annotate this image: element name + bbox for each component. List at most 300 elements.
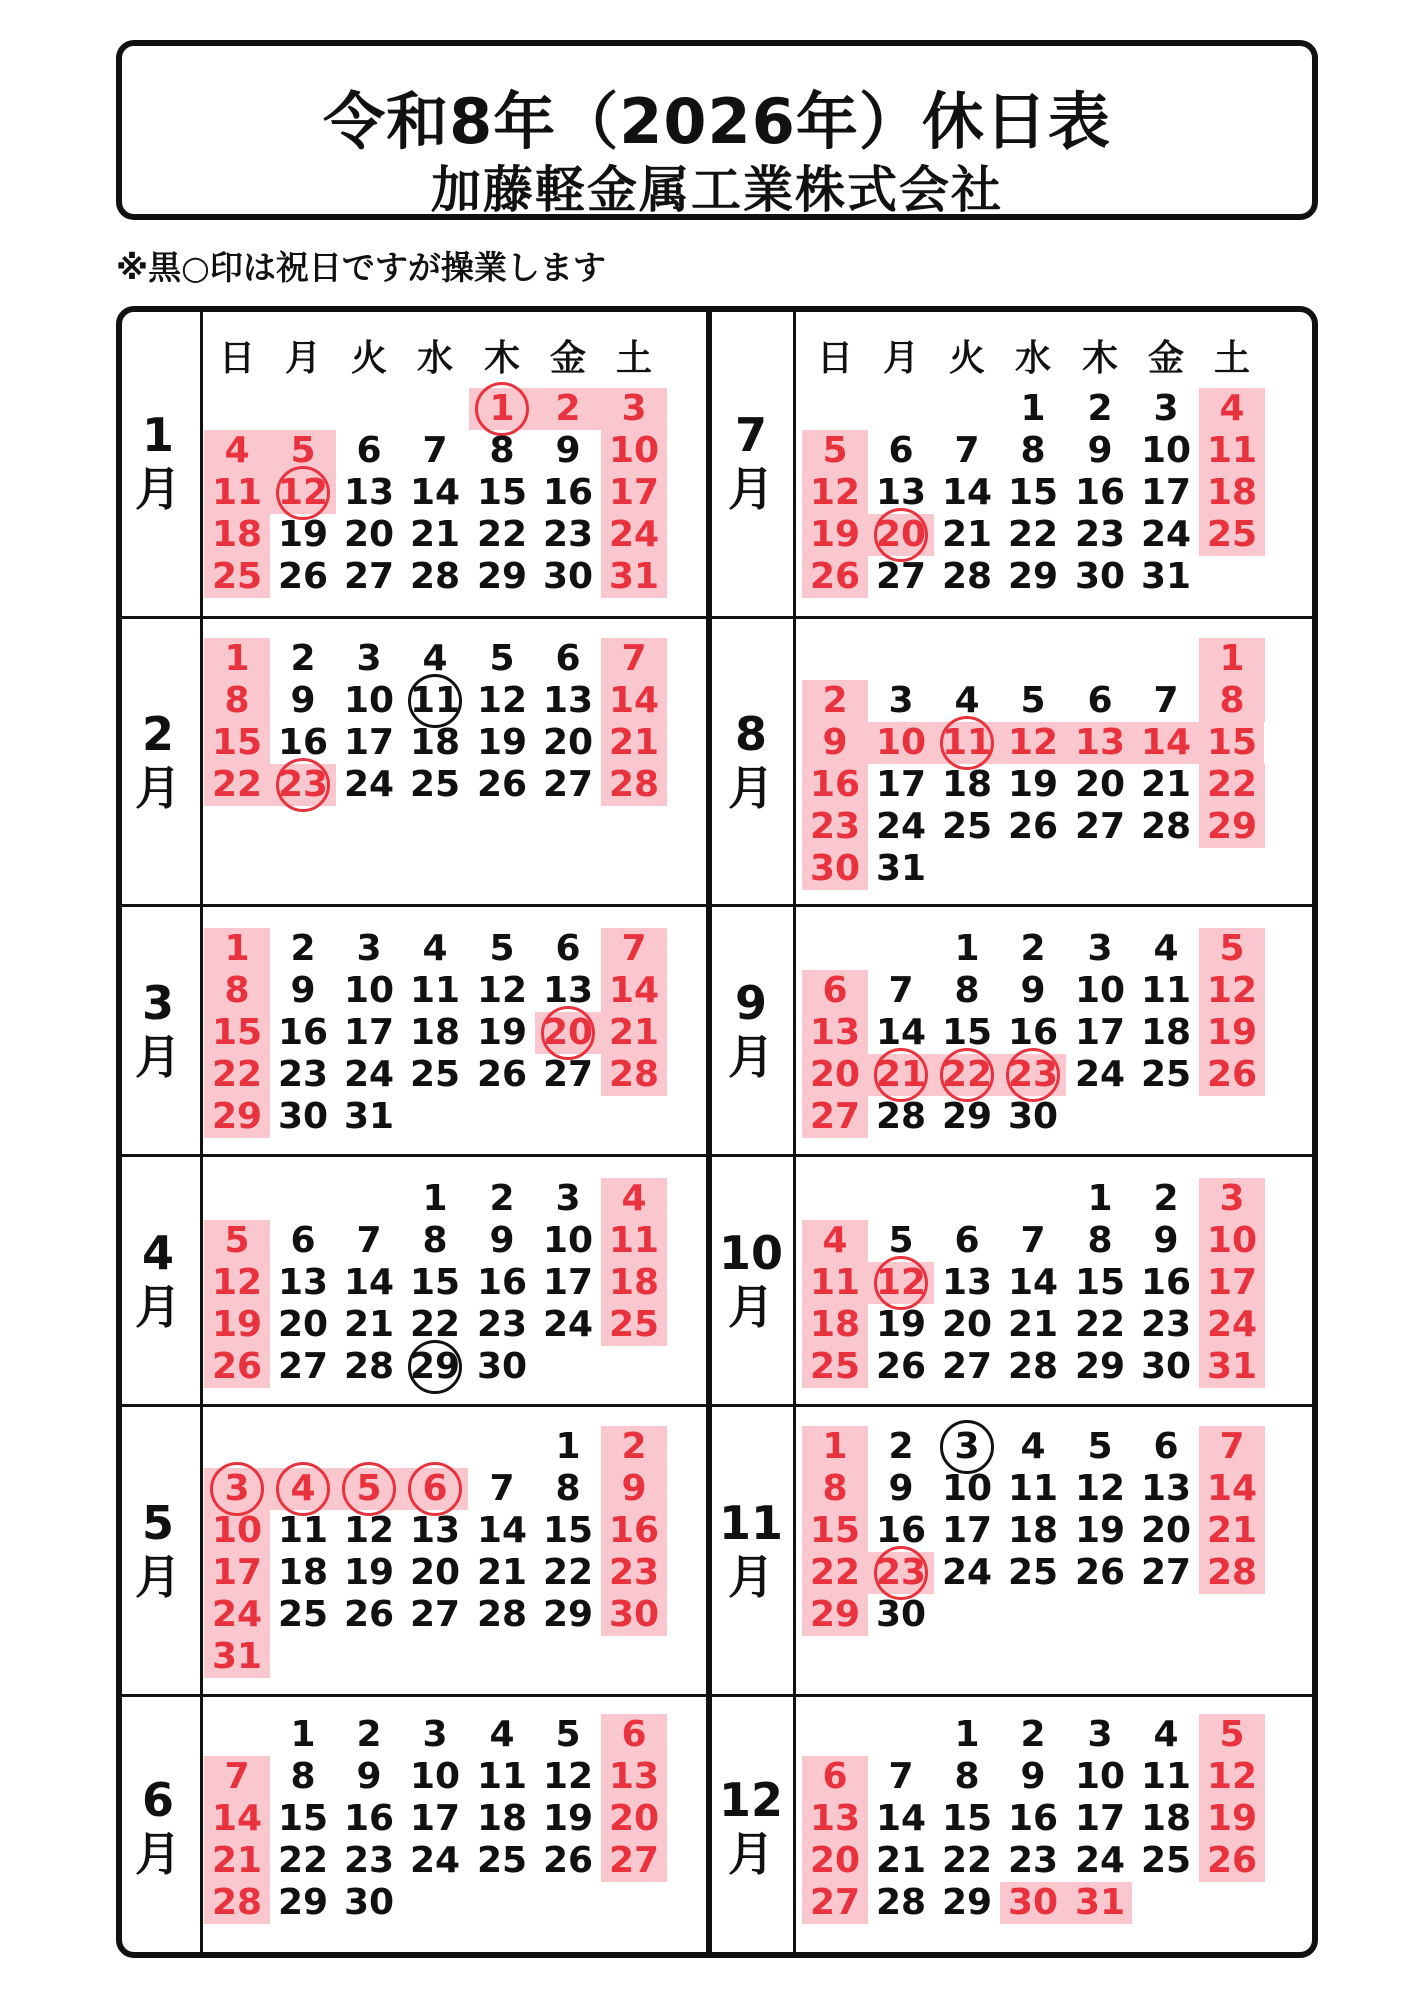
workday-date: 12	[476, 680, 528, 721]
month-unit: 月	[135, 1280, 181, 1334]
page-title: 令和8年（2026年）休日表	[323, 85, 1111, 158]
workday-date: 17	[1140, 472, 1192, 513]
workday-date: 9	[290, 680, 316, 721]
workday-date: 24	[1074, 1840, 1126, 1881]
workday-date: 28	[1140, 806, 1192, 847]
holiday-date: 5	[1219, 1714, 1245, 1755]
workday-date: 25	[1007, 1552, 1059, 1593]
holiday-date: 6	[822, 1756, 848, 1797]
month-unit: 月	[728, 1550, 774, 1604]
workday-date: 2	[489, 1178, 515, 1219]
month-unit: 月	[728, 761, 774, 815]
weekday-header: 土	[615, 338, 652, 379]
workday-date: 22	[409, 1304, 461, 1345]
holiday-date: 14	[1206, 1468, 1258, 1509]
row-divider	[116, 1694, 1318, 1697]
workday-date: 21	[1007, 1304, 1059, 1345]
holiday-date: 7	[1219, 1426, 1245, 1467]
workday-date: 27	[1074, 806, 1126, 847]
workday-date: 15	[542, 1510, 594, 1551]
workday-date: 26	[343, 1594, 395, 1635]
holiday-date: 30	[1007, 1882, 1059, 1923]
month-number: 3	[141, 976, 174, 1030]
holiday-date: 31	[608, 556, 660, 597]
holiday-date: 5	[356, 1468, 382, 1509]
month-label	[116, 1226, 200, 1334]
workday-date: 23	[1074, 514, 1126, 555]
workday-date: 9	[290, 970, 316, 1011]
holiday-date: 29	[211, 1096, 263, 1137]
workday-date: 19	[542, 1798, 594, 1839]
workday-date: 2	[1020, 1714, 1046, 1755]
holiday-date: 1	[224, 928, 250, 969]
workday-date: 28	[343, 1346, 395, 1387]
month-number: 7	[734, 407, 767, 462]
workday-date: 25	[277, 1594, 329, 1635]
weekday-header: 木	[1081, 338, 1118, 379]
workday-date: 2	[1020, 928, 1046, 969]
workday-date: 2	[290, 928, 316, 969]
workday-date: 22	[277, 1840, 329, 1881]
workday-date: 27	[1140, 1552, 1192, 1593]
holiday-date: 5	[822, 430, 848, 471]
holiday-date: 15	[211, 722, 263, 763]
workday-date: 13	[277, 1262, 329, 1303]
holiday-date: 27	[809, 1882, 861, 1923]
holiday-date: 14	[1140, 722, 1192, 763]
holiday-date: 4	[224, 430, 250, 471]
holiday-date: 17	[211, 1552, 263, 1593]
month-unit: 月	[135, 1550, 181, 1604]
holiday-date: 14	[608, 970, 660, 1011]
national-holiday-circle	[541, 1006, 595, 1060]
workday-date: 20	[1140, 1510, 1192, 1551]
workday-date: 19	[343, 1552, 395, 1593]
workday-date: 4	[954, 680, 980, 721]
workday-date: 9	[489, 1220, 515, 1261]
month-label	[709, 408, 793, 516]
workday-date: 22	[476, 514, 528, 555]
workday-date: 24	[343, 764, 395, 805]
workday-date: 2	[1087, 388, 1113, 429]
workday-date: 6	[356, 430, 382, 471]
month-number: 9	[734, 976, 767, 1030]
holiday-date: 27	[608, 1840, 660, 1881]
holiday-date: 28	[211, 1882, 263, 1923]
workday-date: 7	[888, 970, 914, 1011]
weekday-header: 月	[882, 338, 919, 379]
workday-date: 5	[489, 928, 515, 969]
month-label	[709, 707, 793, 815]
center-divider	[706, 306, 712, 1958]
workday-date: 6	[290, 1220, 316, 1261]
weekday-header: 水	[416, 338, 453, 379]
workday-date: 21	[409, 514, 461, 555]
holiday-date: 16	[608, 1510, 660, 1551]
holiday-date: 31	[1206, 1346, 1258, 1387]
workday-date: 8	[954, 970, 980, 1011]
holiday-date: 28	[608, 1054, 660, 1095]
workday-date: 12	[343, 1510, 395, 1551]
workday-date: 22	[1007, 514, 1059, 555]
weekday-header: 火	[350, 338, 387, 379]
workday-date: 6	[1087, 680, 1113, 721]
holiday-date: 14	[211, 1798, 263, 1839]
holiday-date: 6	[422, 1468, 448, 1509]
workday-date: 18	[476, 1798, 528, 1839]
holiday-date: 13	[1074, 722, 1126, 763]
workday-date: 16	[542, 472, 594, 513]
workday-date: 30	[476, 1346, 528, 1387]
workday-date: 20	[277, 1304, 329, 1345]
workday-date: 28	[875, 1882, 927, 1923]
workday-date: 30	[1074, 556, 1126, 597]
holiday-date: 8	[224, 970, 250, 1011]
workday-date: 24	[875, 806, 927, 847]
holiday-date: 26	[809, 556, 861, 597]
workday-date: 28	[476, 1594, 528, 1635]
holiday-date: 16	[809, 764, 861, 805]
holiday-date: 12	[277, 472, 329, 513]
workday-date: 8	[555, 1468, 581, 1509]
workday-date: 18	[277, 1552, 329, 1593]
holiday-date: 3	[1219, 1178, 1245, 1219]
workday-date: 3	[356, 638, 382, 679]
workday-date: 1	[1020, 388, 1046, 429]
weekday-header: 日	[816, 338, 853, 379]
workday-date: 2	[290, 638, 316, 679]
workday-date: 21	[343, 1304, 395, 1345]
holiday-date: 22	[809, 1552, 861, 1593]
operating-holiday-circle	[408, 1340, 462, 1394]
workday-date: 8	[489, 430, 515, 471]
workday-date: 15	[409, 1262, 461, 1303]
holiday-date: 28	[1206, 1552, 1258, 1593]
workday-date: 25	[409, 764, 461, 805]
month-number: 6	[141, 1772, 174, 1827]
holiday-date: 4	[621, 1178, 647, 1219]
workday-date: 15	[476, 472, 528, 513]
holiday-date: 25	[608, 1304, 660, 1345]
holiday-date: 19	[809, 514, 861, 555]
workday-date: 27	[941, 1346, 993, 1387]
holiday-date: 2	[621, 1426, 647, 1467]
workday-date: 28	[875, 1096, 927, 1137]
holiday-date: 20	[875, 514, 927, 555]
holiday-date: 8	[1219, 680, 1245, 721]
workday-date: 8	[422, 1220, 448, 1261]
workday-date: 14	[875, 1798, 927, 1839]
holiday-date: 30	[809, 848, 861, 889]
holiday-date: 6	[621, 1714, 647, 1755]
workday-date: 1	[954, 1714, 980, 1755]
workday-date: 7	[1153, 680, 1179, 721]
workday-date: 16	[1007, 1012, 1059, 1053]
workday-date: 10	[542, 1220, 594, 1261]
workday-date: 11	[1140, 970, 1192, 1011]
workday-date: 4	[422, 928, 448, 969]
month-number: 5	[141, 1496, 174, 1550]
workday-date: 6	[954, 1220, 980, 1261]
workday-date: 20	[409, 1552, 461, 1593]
holiday-date: 27	[809, 1096, 861, 1137]
weekday-header: 木	[483, 338, 520, 379]
workday-date: 29	[941, 1096, 993, 1137]
row-divider	[116, 904, 1318, 907]
workday-date: 9	[356, 1756, 382, 1797]
workday-date: 27	[542, 764, 594, 805]
workday-date: 4	[1020, 1426, 1046, 1467]
workday-date: 5	[1020, 680, 1046, 721]
holiday-date: 19	[1206, 1012, 1258, 1053]
workday-date: 14	[343, 1262, 395, 1303]
holiday-date: 20	[809, 1054, 861, 1095]
workday-date: 22	[1074, 1304, 1126, 1345]
holiday-date: 13	[809, 1798, 861, 1839]
workday-date: 27	[875, 556, 927, 597]
workday-date: 11	[277, 1510, 329, 1551]
workday-date: 26	[476, 1054, 528, 1095]
holiday-date: 23	[1007, 1054, 1059, 1095]
workday-date: 24	[941, 1552, 993, 1593]
workday-date: 9	[1153, 1220, 1179, 1261]
workday-date: 6	[555, 928, 581, 969]
workday-date: 2	[1153, 1178, 1179, 1219]
holiday-date: 18	[809, 1304, 861, 1345]
label-column-divider	[200, 306, 203, 1958]
workday-date: 3	[422, 1714, 448, 1755]
workday-date: 2	[356, 1714, 382, 1755]
month-label	[709, 976, 793, 1084]
row-divider	[116, 1154, 1318, 1157]
weekday-header: 金	[549, 338, 586, 379]
workday-date: 27	[542, 1054, 594, 1095]
holiday-date: 26	[1206, 1840, 1258, 1881]
holiday-date: 10	[1206, 1220, 1258, 1261]
workday-date: 3	[555, 1178, 581, 1219]
holiday-date: 1	[224, 638, 250, 679]
workday-date: 20	[1074, 764, 1126, 805]
holiday-date: 4	[1219, 388, 1245, 429]
workday-date: 9	[888, 1468, 914, 1509]
workday-date: 6	[888, 430, 914, 471]
holiday-date: 22	[211, 764, 263, 805]
workday-date: 14	[1007, 1262, 1059, 1303]
holiday-date: 31	[211, 1636, 263, 1677]
workday-date: 19	[1007, 764, 1059, 805]
workday-date: 26	[1007, 806, 1059, 847]
month-number: 10	[718, 1226, 783, 1280]
workday-date: 26	[1074, 1552, 1126, 1593]
holiday-date: 5	[224, 1220, 250, 1261]
workday-date: 13	[1140, 1468, 1192, 1509]
holiday-date: 18	[1206, 472, 1258, 513]
workday-date: 6	[555, 638, 581, 679]
national-holiday-circle	[210, 1462, 264, 1516]
workday-date: 7	[888, 1756, 914, 1797]
workday-date: 11	[1007, 1468, 1059, 1509]
workday-date: 23	[277, 1054, 329, 1095]
workday-date: 1	[555, 1426, 581, 1467]
holiday-date: 18	[608, 1262, 660, 1303]
month-number: 4	[141, 1226, 174, 1280]
legend-note: ※黒○印は祝日ですが操業します	[116, 248, 606, 287]
workday-date: 5	[888, 1220, 914, 1261]
holiday-date: 30	[608, 1594, 660, 1635]
workday-date: 22	[542, 1552, 594, 1593]
holiday-date: 2	[822, 680, 848, 721]
workday-date: 1	[422, 1178, 448, 1219]
workday-date: 29	[1007, 556, 1059, 597]
workday-date: 29	[542, 1594, 594, 1635]
month-label	[709, 1773, 793, 1881]
holiday-date: 8	[224, 680, 250, 721]
national-holiday-circle	[408, 1462, 462, 1516]
workday-date: 10	[1074, 970, 1126, 1011]
month-number: 11	[718, 1496, 783, 1550]
workday-date: 13	[409, 1510, 461, 1551]
workday-date: 13	[343, 472, 395, 513]
holiday-date: 1	[489, 388, 515, 429]
holiday-date: 17	[1206, 1262, 1258, 1303]
workday-date: 15	[1007, 472, 1059, 513]
holiday-date: 19	[211, 1304, 263, 1345]
row-divider	[116, 1404, 1318, 1407]
workday-date: 4	[489, 1714, 515, 1755]
workday-date: 7	[1020, 1220, 1046, 1261]
holiday-date: 25	[1206, 514, 1258, 555]
holiday-date: 12	[1206, 1756, 1258, 1797]
workday-date: 24	[343, 1054, 395, 1095]
holiday-date: 24	[1206, 1304, 1258, 1345]
month-unit: 月	[135, 461, 181, 516]
holiday-date: 2	[555, 388, 581, 429]
holiday-date: 26	[1206, 1054, 1258, 1095]
workday-date: 13	[542, 680, 594, 721]
workday-date: 30	[343, 1882, 395, 1923]
holiday-date: 11	[1206, 430, 1258, 471]
month-unit: 月	[728, 1826, 774, 1881]
workday-date: 29	[277, 1882, 329, 1923]
workday-date: 1	[290, 1714, 316, 1755]
holiday-date: 15	[1206, 722, 1258, 763]
weekday-header: 日	[218, 338, 255, 379]
workday-date: 22	[941, 1840, 993, 1881]
workday-date: 17	[941, 1510, 993, 1551]
workday-date: 11	[409, 680, 461, 721]
workday-date: 11	[409, 970, 461, 1011]
workday-date: 29	[1074, 1346, 1126, 1387]
workday-date: 18	[941, 764, 993, 805]
workday-date: 10	[1074, 1756, 1126, 1797]
holiday-date: 4	[290, 1468, 316, 1509]
workday-date: 10	[343, 970, 395, 1011]
workday-date: 15	[941, 1798, 993, 1839]
workday-date: 3	[1087, 928, 1113, 969]
workday-date: 27	[409, 1594, 461, 1635]
workday-date: 21	[941, 514, 993, 555]
workday-date: 30	[542, 556, 594, 597]
workday-date: 4	[1153, 928, 1179, 969]
holiday-date: 17	[608, 472, 660, 513]
workday-date: 10	[1140, 430, 1192, 471]
workday-date: 20	[941, 1304, 993, 1345]
holiday-date: 21	[211, 1840, 263, 1881]
holiday-date: 14	[608, 680, 660, 721]
holiday-date: 5	[1219, 928, 1245, 969]
holiday-date: 4	[822, 1220, 848, 1261]
workday-date: 30	[1007, 1096, 1059, 1137]
workday-date: 3	[1153, 388, 1179, 429]
workday-date: 7	[422, 430, 448, 471]
national-holiday-circle	[276, 466, 330, 520]
month-number: 1	[141, 407, 174, 462]
holiday-date: 23	[875, 1552, 927, 1593]
holiday-date: 15	[211, 1012, 263, 1053]
holiday-date: 23	[277, 764, 329, 805]
workday-date: 9	[555, 430, 581, 471]
row-divider	[116, 616, 1318, 619]
workday-date: 19	[476, 722, 528, 763]
holiday-date: 24	[608, 514, 660, 555]
workday-date: 24	[1140, 514, 1192, 555]
month-label	[116, 1496, 200, 1604]
workday-date: 12	[542, 1756, 594, 1797]
workday-date: 17	[1074, 1012, 1126, 1053]
holiday-date: 9	[621, 1468, 647, 1509]
workday-date: 26	[476, 764, 528, 805]
holiday-date: 3	[224, 1468, 250, 1509]
workday-date: 29	[476, 556, 528, 597]
workday-date: 15	[941, 1012, 993, 1053]
national-holiday-circle	[1006, 1048, 1060, 1102]
workday-date: 21	[476, 1552, 528, 1593]
workday-date: 23	[343, 1840, 395, 1881]
holiday-date: 22	[211, 1054, 263, 1095]
holiday-date: 21	[875, 1054, 927, 1095]
workday-date: 16	[277, 722, 329, 763]
workday-date: 16	[1007, 1798, 1059, 1839]
company-name: 加藤軽金属工業株式会社	[431, 161, 1003, 219]
workday-date: 28	[1007, 1346, 1059, 1387]
weekday-header: 月	[284, 338, 321, 379]
holiday-date: 26	[211, 1346, 263, 1387]
national-holiday-circle	[874, 1546, 928, 1600]
month-label	[116, 707, 200, 815]
workday-date: 10	[409, 1756, 461, 1797]
workday-date: 4	[1153, 1714, 1179, 1755]
workday-date: 18	[1007, 1510, 1059, 1551]
holiday-date: 23	[608, 1552, 660, 1593]
holiday-date: 7	[621, 638, 647, 679]
workday-date: 12	[1074, 1468, 1126, 1509]
workday-date: 16	[277, 1012, 329, 1053]
holiday-date: 29	[809, 1594, 861, 1635]
workday-date: 30	[875, 1594, 927, 1635]
workday-date: 31	[343, 1096, 395, 1137]
workday-date: 30	[277, 1096, 329, 1137]
holiday-date: 11	[608, 1220, 660, 1261]
holiday-date: 18	[211, 514, 263, 555]
workday-date: 8	[1087, 1220, 1113, 1261]
workday-date: 13	[941, 1262, 993, 1303]
workday-date: 5	[555, 1714, 581, 1755]
workday-date: 3	[954, 1426, 980, 1467]
month-label	[116, 976, 200, 1084]
holiday-date: 1	[822, 1426, 848, 1467]
workday-date: 11	[476, 1756, 528, 1797]
workday-date: 27	[277, 1346, 329, 1387]
